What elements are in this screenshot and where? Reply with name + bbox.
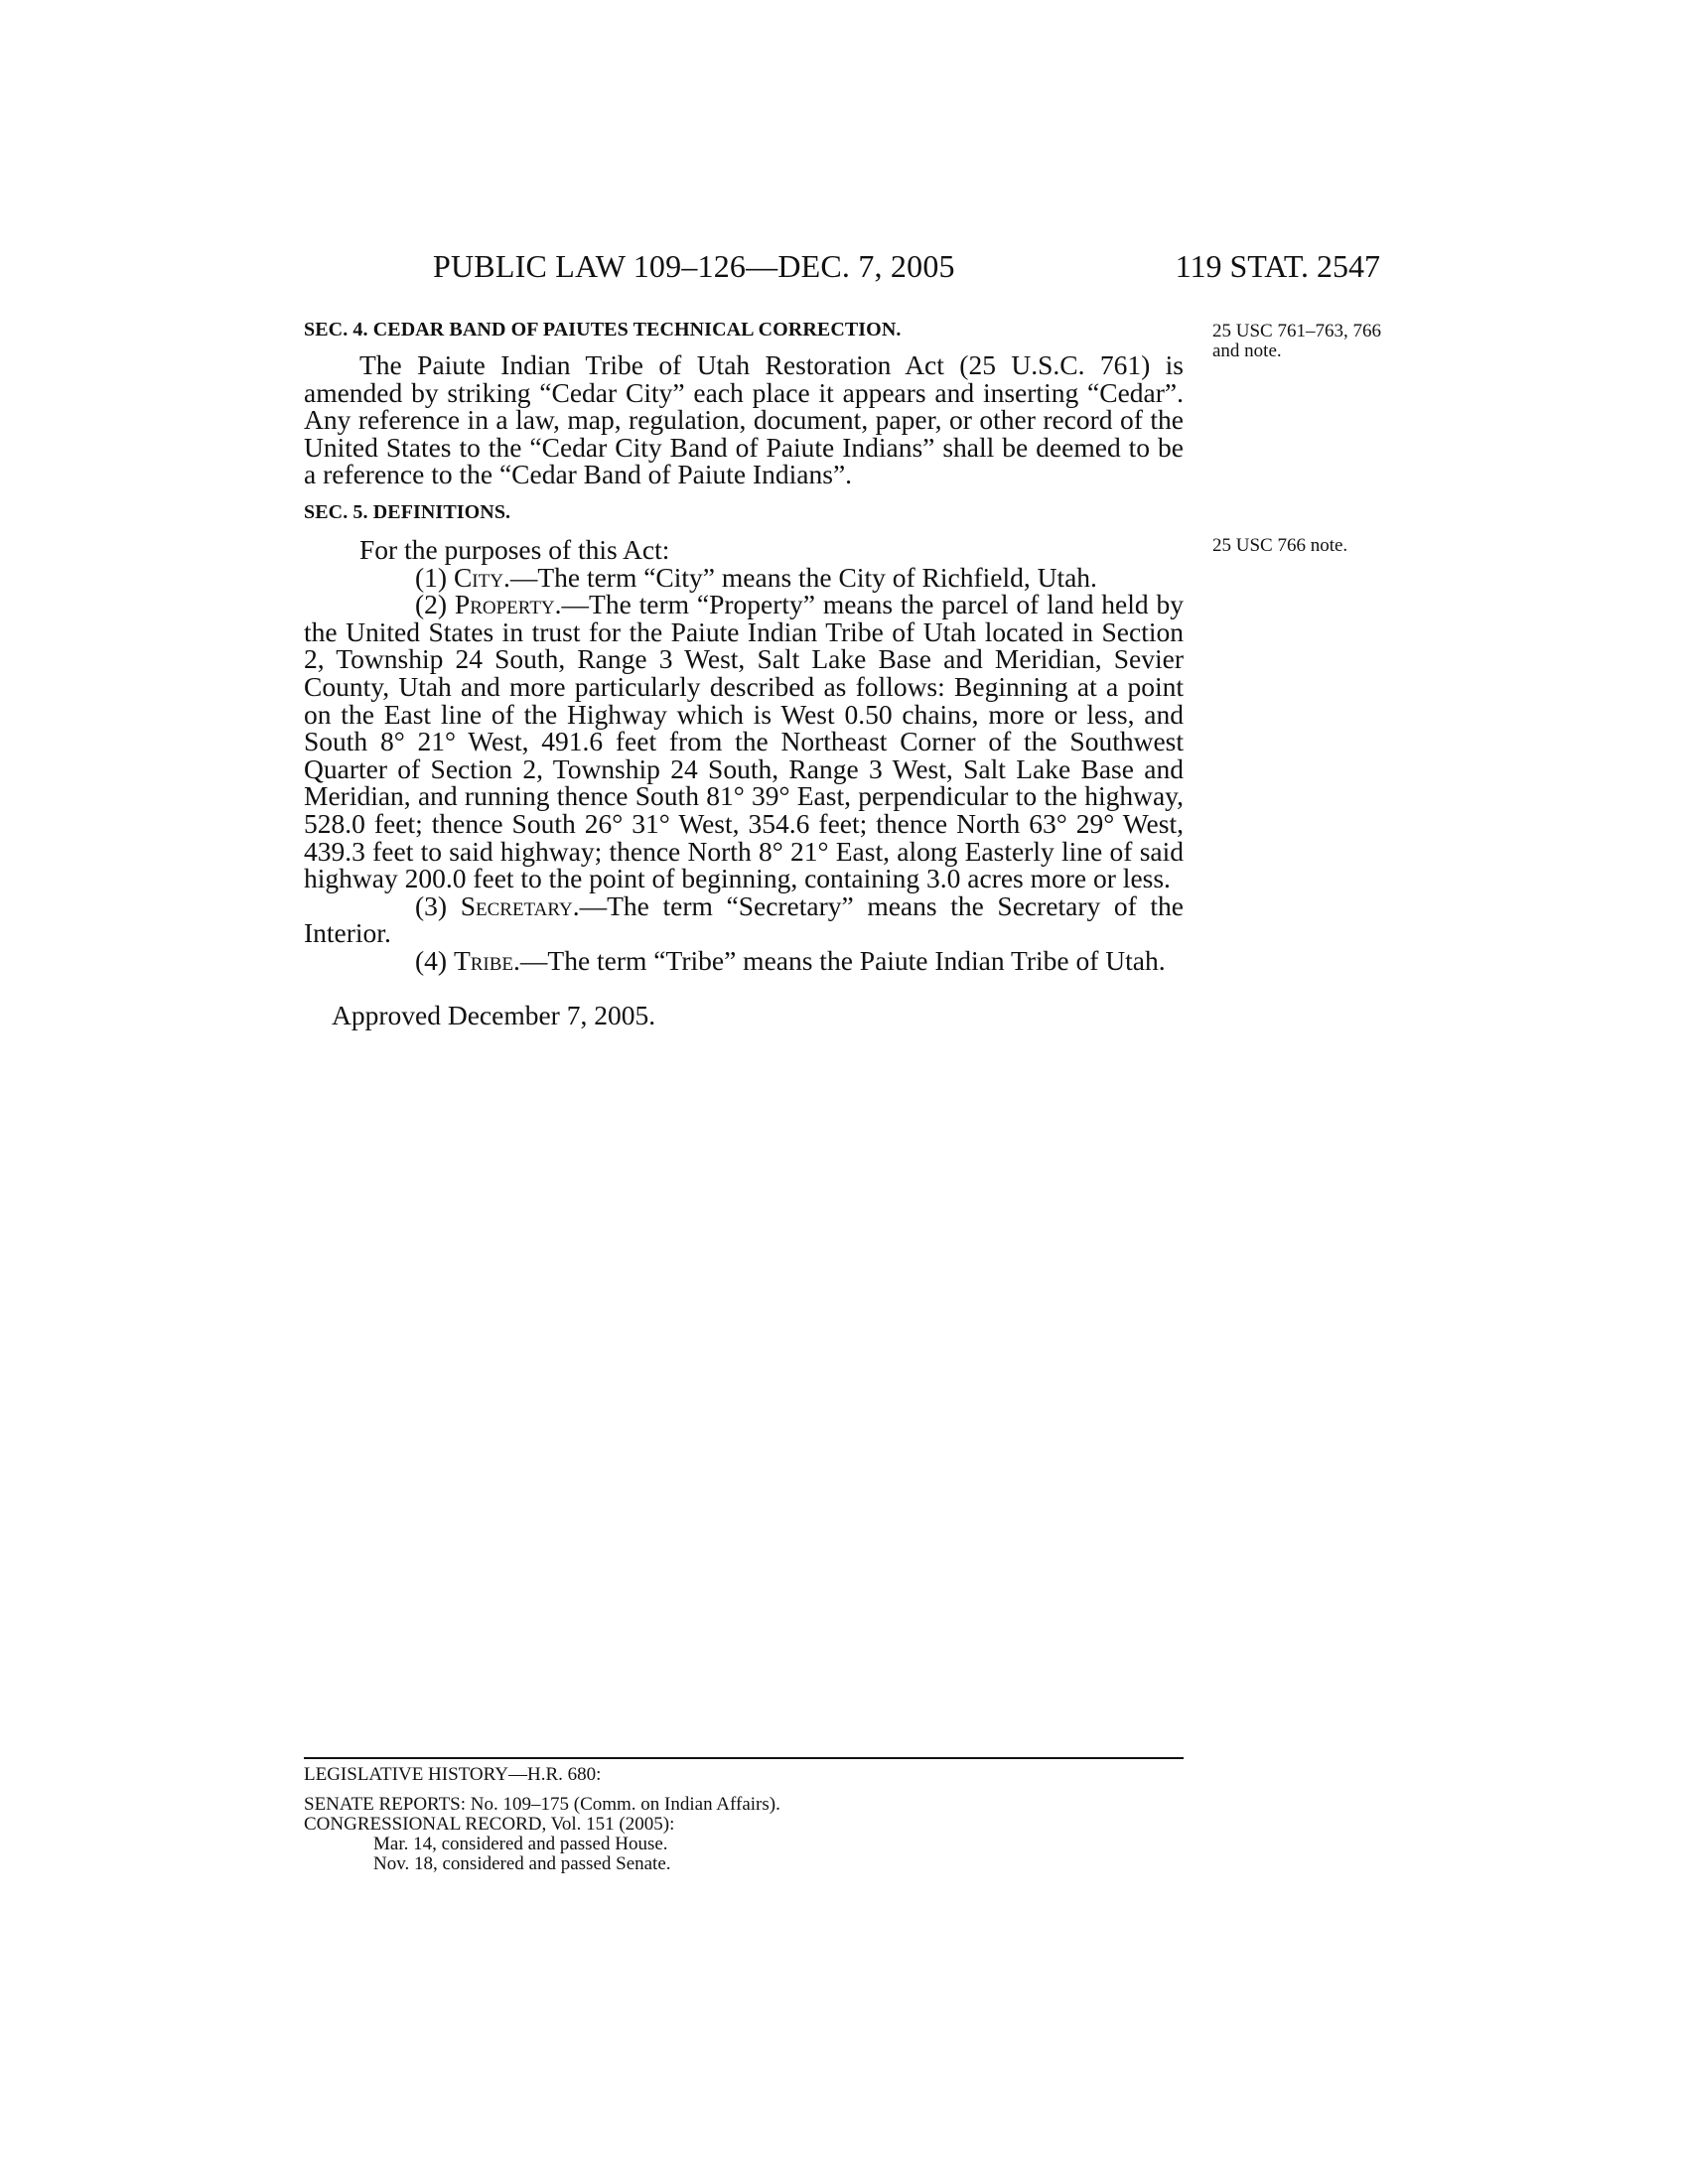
definition-number: (2)	[415, 589, 448, 620]
definition-term: Tribe	[453, 944, 514, 976]
footnote-divider	[304, 1757, 1184, 1759]
section-5-intro: For the purposes of this Act:	[359, 533, 670, 565]
definition-text: The term “Secretary” means the Secretary of the Interior.	[304, 889, 1185, 949]
legislative-action: Mar. 14, considered and passed House.	[373, 1834, 668, 1854]
section-4-heading: SEC. 4. CEDAR BAND OF PAIUTES TECHNICAL CORRECTION.	[304, 319, 902, 341]
section-5-heading: SEC. 5. DEFINITIONS.	[304, 500, 511, 523]
definition-number: (4)	[415, 944, 448, 976]
definition-city: (1) City.—The term “City” means the City of Richfield, Utah.	[415, 561, 1097, 593]
definition-term: City	[453, 561, 503, 593]
main-text	[304, 318, 1184, 1029]
definition-term: Secretary	[460, 889, 573, 921]
running-head-citation: PUBLIC LAW 109–126—DEC. 7, 2005	[433, 248, 955, 284]
legislative-action: Nov. 18, considered and passed Senate.	[373, 1853, 671, 1874]
definition-secretary: (3) Secretary.—The term “Secretary” means the Secretary of the Interior.	[304, 889, 1185, 949]
definition-number: (3)	[415, 889, 448, 921]
definition-tribe: (4) Tribe.—The term “Tribe” means the Paiute Indian Tribe of Utah.	[415, 944, 1166, 976]
margin-note-sec4: 25 USC 761–763, 766 and note.	[1212, 321, 1381, 361]
approval-date: Approved December 7, 2005.	[332, 1000, 656, 1031]
legislative-history	[304, 1765, 1184, 1874]
running-head-page-number: 119 STAT. 2547	[1175, 248, 1380, 284]
definition-text: The term “Tribe” means the Paiute Indian Tribe of Utah.	[547, 944, 1166, 976]
running-head	[304, 248, 1380, 288]
legislative-history-title: LEGISLATIVE HISTORY—H.R. 680:	[304, 1764, 602, 1785]
definition-text: The term “City” means the City of Richfield, Utah.	[537, 561, 1097, 593]
section-4-text: The Paiute Indian Tribe of Utah Restoration Act (25 U.S.C. 761) is amended by striking “Cedar City” each place it appears and inserting “Cedar”. Any reference in a law, map, regulation, document, paper, or other record of the United States to the “Cedar City Band of Paiute Indians” shall be deemed to be a reference to the “Cedar Band of Paiute Indians”.	[304, 349, 1184, 490]
definition-number: (1)	[415, 561, 448, 593]
definition-text: The term “Property” means the parcel of land held by the United States in trust for the Paiute Indian Tribe of Utah located in Section 2, Township 24 South, Range 3 West, Salt Lake Base and Meridian, Sevier County, Utah and more particularly described as follows: Beginning at a point on the East line of the Highway which is West 0.50 chains, more or less, and South 8° 21° West, 491.6 feet from the Northeast Corner of the Southwest Quarter of Section 2, Township 24 South, Range 3 West, Salt Lake Base and Meridian, and running thence South 81° 39° East, perpendicular to the highway, 528.0 feet; thence South 26° 31° West, 354.6 feet; thence North 63° 29° West, 439.3 feet to said highway; thence North 8° 21° East, along Easterly line of said highway 200.0 feet to the point of beginning, containing 3.0 acres more or less.	[304, 589, 1184, 894]
senate-reports: SENATE REPORTS: No. 109–175 (Comm. on Indian Affairs).	[304, 1794, 780, 1815]
congressional-record: CONGRESSIONAL RECORD, Vol. 151 (2005):	[304, 1814, 675, 1835]
definition-term: Property	[454, 589, 555, 620]
definition-property: (2) Property.—The term “Property” means the parcel of land held by the United States in trust for the Paiute Indian Tribe of Utah located in Section 2, Township 24 South, Range 3 West, Salt Lake Base and Meridian, Sevier County, Utah and more particularly described as follows: Beginning at a point on the East line of the Highway which is West 0.50 chains, more or less, and South 8° 21° West, 491.6 feet from the Northeast Corner of the Southwest Quarter of Section 2, Township 24 South, Range 3 West, Salt Lake Base and Meridian, and running thence South 81° 39° East, perpendicular to the highway, 528.0 feet; thence South 26° 31° West, 354.6 feet; thence North 63° 29° West, 439.3 feet to said highway; thence North 8° 21° East, along Easterly line of said highway 200.0 feet to the point of beginning, containing 3.0 acres more or less.	[304, 589, 1184, 894]
margin-note-sec5: 25 USC 766 note.	[1212, 535, 1348, 556]
